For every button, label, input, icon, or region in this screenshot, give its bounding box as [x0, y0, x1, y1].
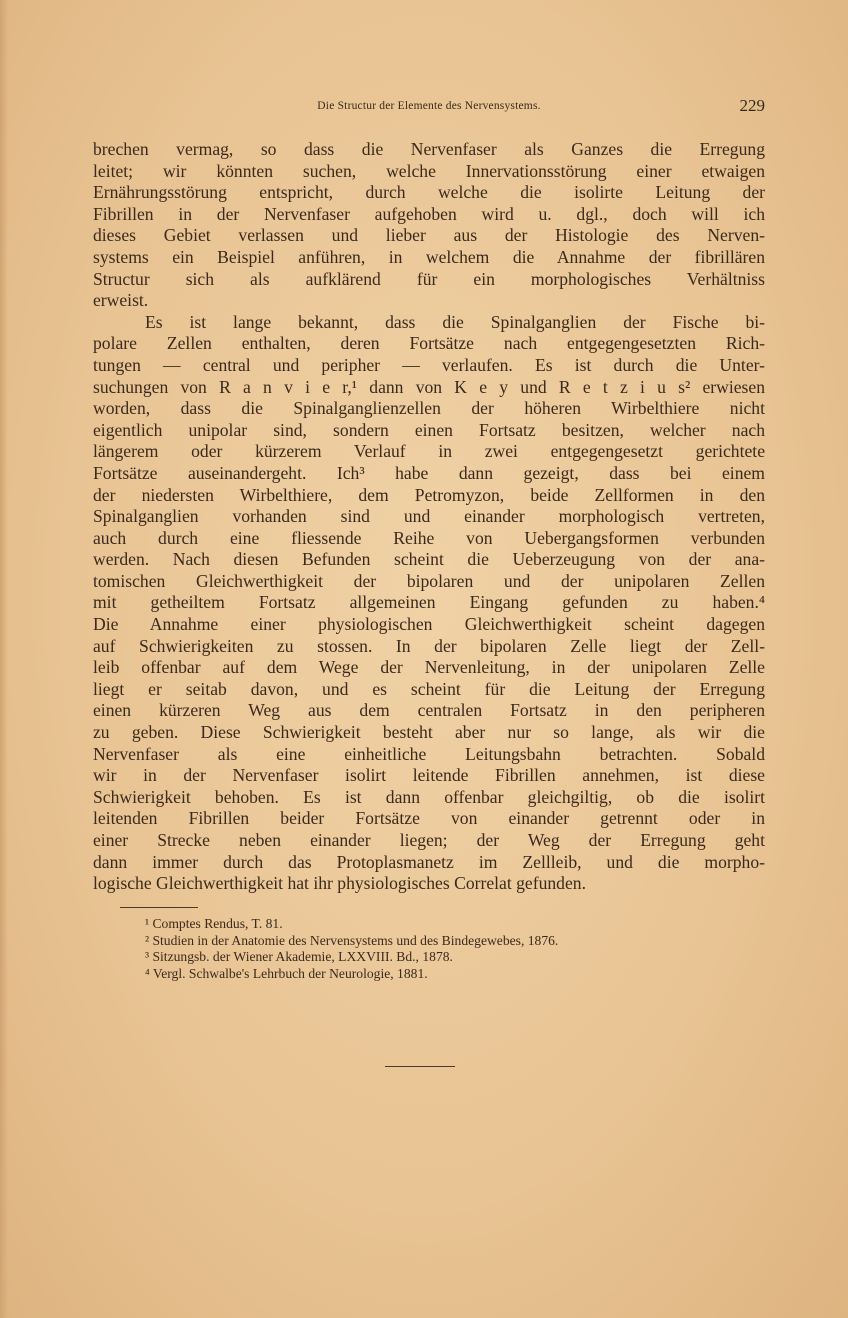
text-line: Schwierigkeit behoben. Es ist dann offenbar gleichgiltig, ob die isolirt — [93, 786, 765, 807]
footnote: ² Studien in der Anatomie des Nervensystems und des Bindegewebes, 1876. — [145, 932, 559, 948]
text-line: polare Zellen enthalten, deren Fortsätze nach entgegengesetzten Rich- — [93, 333, 765, 354]
body-text — [93, 139, 765, 895]
page-header — [93, 96, 765, 116]
text-line: auch durch eine fliessende Reihe von Uebergangsformen verbunden — [93, 527, 765, 548]
text-line: Ernährungsstörung entspricht, durch welche die isolirte Leitung der — [93, 182, 765, 203]
text-line: längerem oder kürzerem Verlauf in zwei entgegengesetzt gerichtete — [93, 441, 765, 462]
text-line: werden. Nach diesen Befunden scheint die Ueberzeugung von der ana- — [93, 549, 765, 570]
text-line: dann immer durch das Protoplasmanetz im Zellleib, und die morpho- — [93, 851, 765, 872]
text-line: eigentlich unipolar sind, sondern einen Fortsatz besitzen, welcher nach — [93, 419, 765, 440]
footnote: ³ Sitzungsb. der Wiener Akademie, LXXVIII. Bd., 1878. — [145, 949, 453, 965]
text-line: tomischen Gleichwerthigkeit der bipolaren und der unipolaren Zellen — [93, 570, 765, 591]
text-line: der niedersten Wirbelthiere, dem Petromyzon, beide Zellformen in den — [93, 484, 765, 505]
text-line: leitet; wir könnten suchen, welche Innervationsstörung einer etwaigen — [93, 160, 765, 181]
footnote-divider — [120, 907, 198, 908]
text-line: Structur sich als aufklärend für ein morphologisches Verhältniss — [93, 268, 765, 289]
text-line: Die Annahme einer physiologischen Gleichwerthigkeit scheint dagegen — [93, 614, 765, 635]
text-line: tungen — central und peripher — verlaufen. Es ist durch die Unter- — [93, 354, 765, 375]
text-line: Spinalganglien vorhanden sind und einander morphologisch vertreten, — [93, 506, 765, 527]
footnote: ⁴ Vergl. Schwalbe's Lehrbuch der Neurologie, 1881. — [145, 966, 428, 982]
text-line: liegt er seitab davon, und es scheint für die Leitung der Erregung — [93, 678, 765, 699]
text-line: Fortsätze auseinandergeht. Ich³ habe dann gezeigt, dass bei einem — [93, 462, 765, 483]
text-line: worden, dass die Spinalganglienzellen der höheren Wirbelthiere nicht — [93, 398, 765, 419]
end-rule — [385, 1066, 455, 1067]
text-line: leib offenbar auf dem Wege der Nervenleitung, in der unipolaren Zelle — [93, 657, 765, 678]
text-line: brechen vermag, so dass die Nervenfaser als Ganzes die Erregung — [93, 139, 765, 159]
text-line: Fibrillen in der Nervenfaser aufgehoben wird u. dgl., doch will ich — [93, 203, 765, 224]
text-line: Nervenfaser als eine einheitliche Leitungsbahn betrachten. Sobald — [93, 743, 765, 764]
text-line: systems ein Beispiel anführen, in welchem die Annahme der fibrillären — [93, 246, 765, 267]
text-line: wir in der Nervenfaser isolirt leitende Fibrillen annehmen, ist diese — [93, 765, 765, 786]
page-edge-shadow — [0, 0, 8, 1318]
footnotes — [145, 916, 770, 983]
text-line: logische Gleichwerthigkeit hat ihr physiologisches Correlat gefunden. — [93, 873, 586, 894]
footnote: ¹ Comptes Rendus, T. 81. — [145, 916, 283, 931]
text-line: erweist. — [93, 290, 149, 311]
text-line: zu geben. Diese Schwierigkeit besteht aber nur so lange, als wir die — [93, 722, 765, 743]
text-line: Es ist lange bekannt, dass die Spinalganglien der Fische bi- — [145, 311, 765, 332]
text-line: suchungen von R a n v i e r,¹ dann von K e y und R e t z i u s² erwiesen — [93, 376, 765, 397]
text-line: auf Schwierigkeiten zu stossen. In der bipolaren Zelle liegt der Zell- — [93, 635, 765, 656]
text-line: mit getheiltem Fortsatz allgemeinen Eingang gefunden zu haben.⁴ — [93, 592, 765, 613]
text-line: einen kürzeren Weg aus dem centralen Fortsatz in den peripheren — [93, 700, 765, 721]
running-title: Die Structur der Elemente des Nervensystems. — [317, 100, 541, 112]
text-line: dieses Gebiet verlassen und lieber aus der Histologie des Nerven- — [93, 225, 765, 246]
text-line: leitenden Fibrillen beider Fortsätze von einander getrennt oder in — [93, 808, 765, 829]
page-number: 229 — [739, 96, 765, 115]
text-line: einer Strecke neben einander liegen; der Weg der Erregung geht — [93, 830, 765, 850]
